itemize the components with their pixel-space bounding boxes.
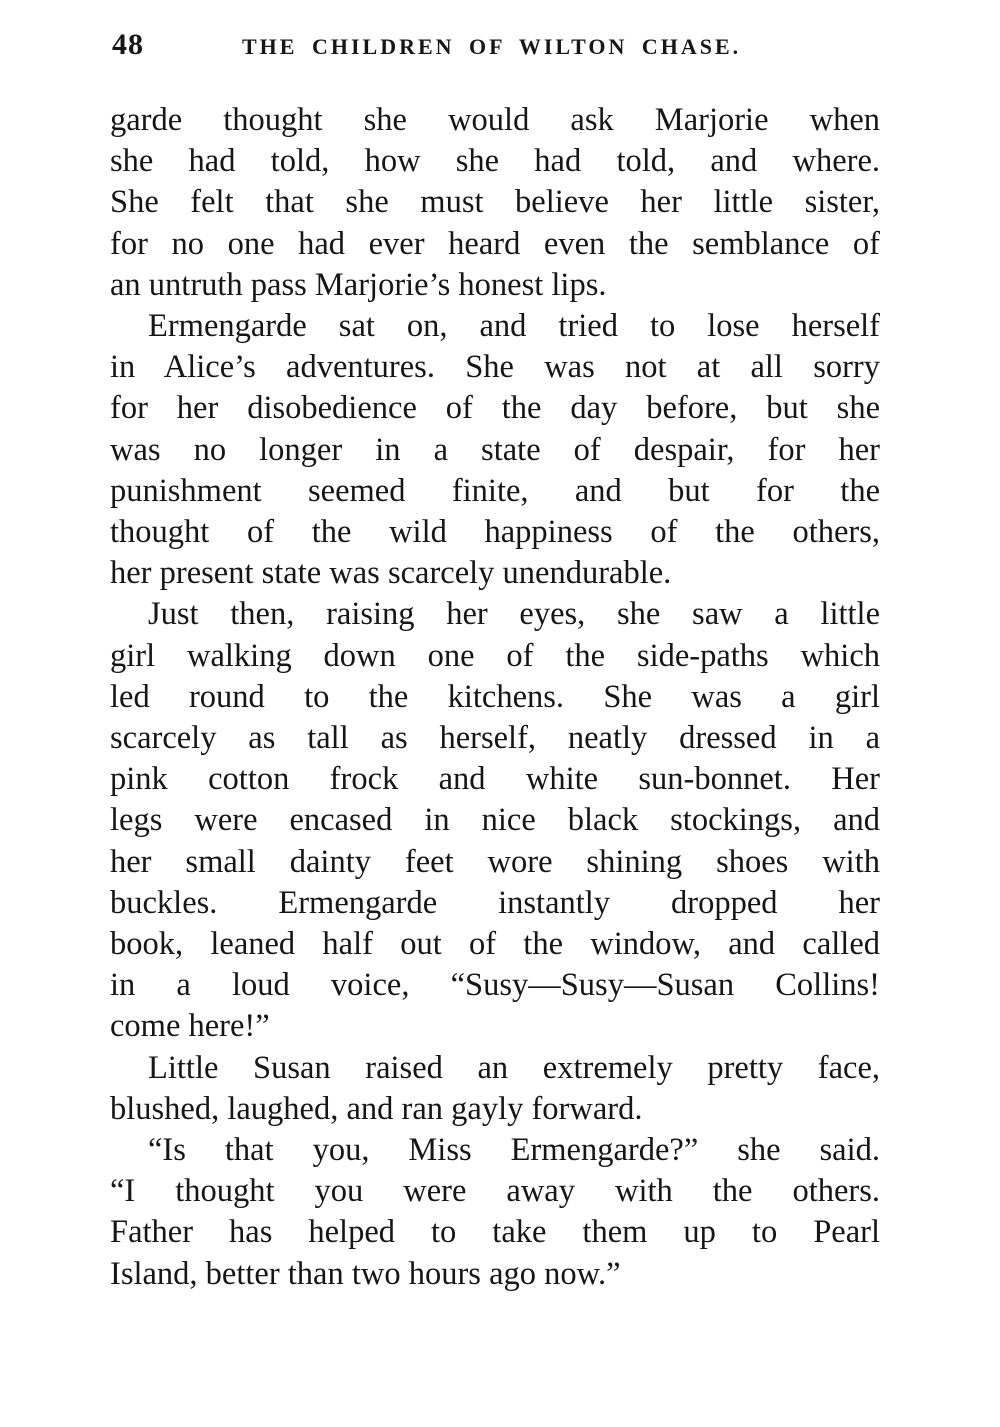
text-line: scarcely as tall as herself, neatly dressed in a [110,720,880,757]
text-line: garde thought she would ask Marjorie when [110,102,880,138]
text-line: for her disobedience of the day before, but she [110,390,880,427]
paragraph-2 [110,306,880,594]
text-line: led round to the kitchens. She was a girl [110,678,880,715]
text-line: her small dainty feet wore shining shoes with [110,843,880,880]
text-line: blushed, laughed, and ran gayly forward. [110,1090,643,1127]
paragraph-3 [110,594,880,1047]
text-line: thought of the wild happiness of the others, [110,514,880,551]
text-line: Just then, raising her eyes, she saw a little [148,596,880,633]
text-line: “I thought you were away with the others. [110,1173,880,1210]
paragraph-5 [110,1130,880,1295]
text-line: pink cotton frock and white sun-bonnet. Her [110,761,880,798]
text-line: punishment seemed finite, and but for the [110,472,880,509]
text-line: Little Susan raised an extremely pretty face, [148,1049,880,1086]
running-head [112,28,882,68]
text-line: in Alice’s adventures. She was not at all sorry [110,349,880,386]
page-number: 48 [112,28,144,61]
text-line: Father has helped to take them up to Pearl [110,1214,880,1251]
text-line: Island, better than two hours ago now.” [110,1255,621,1292]
paragraph-4 [110,1048,880,1130]
text-line: book, leaned half out of the window, and called [110,926,880,963]
text-line: Ermengarde sat on, and tried to lose herself [148,308,880,345]
text-line: come here!” [110,1008,270,1045]
paragraph-1 [110,100,880,306]
body-text [110,100,880,1295]
text-line: girl walking down one of the side-paths which [110,637,880,674]
text-line: she had told, how she had told, and where. [110,143,880,180]
text-line: “Is that you, Miss Ermengarde?” she said. [148,1132,880,1169]
text-line: She felt that she must believe her little sister, [110,184,880,221]
text-line: her present state was scarcely unendurable. [110,555,672,592]
text-line: buckles. Ermengarde instantly dropped her [110,884,880,921]
running-title: THE CHILDREN OF WILTON CHASE. [242,34,742,59]
text-line: legs were encased in nice black stockings, and [110,802,880,839]
text-line: was no longer in a state of despair, for her [110,431,880,468]
text-line: in a loud voice, “Susy—Susy—Susan Collins! [110,967,880,1004]
text-line: for no one had ever heard even the semblance of [110,225,880,262]
text-line: an untruth pass Marjorie’s honest lips. [110,266,607,303]
